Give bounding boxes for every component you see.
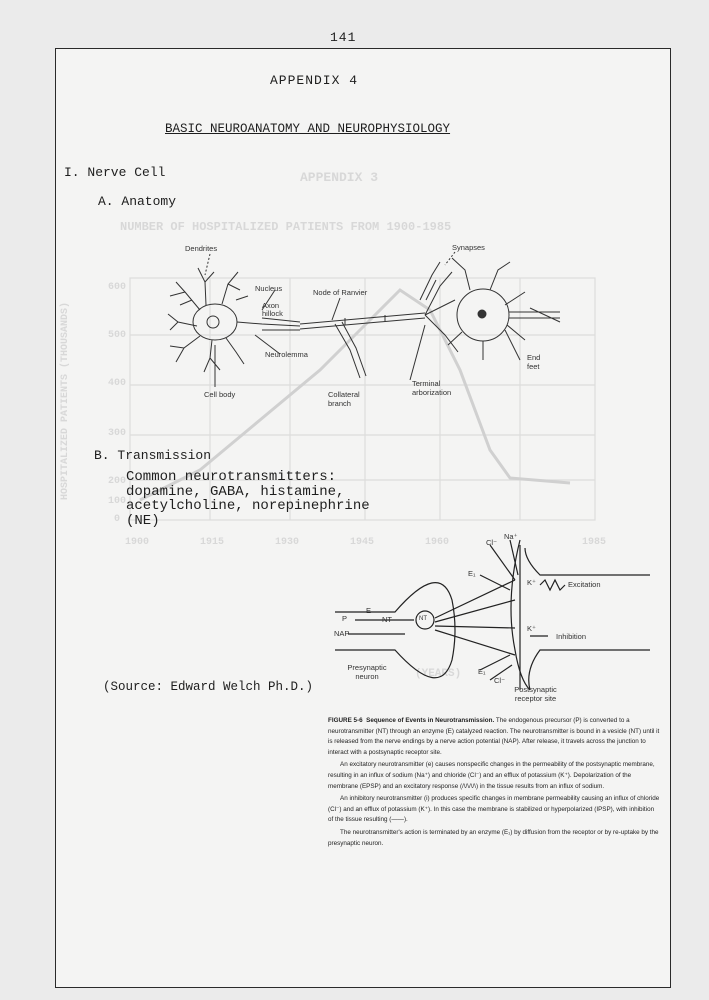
source-note: (Source: Edward Welch Ph.D.)	[103, 680, 314, 694]
ghost-x-tick: 1945	[350, 537, 375, 548]
label-potassium-inhibition: K⁺	[527, 624, 536, 633]
label-cell-body: Cell body	[204, 390, 236, 399]
label-inhibition: Inhibition	[556, 632, 587, 641]
label-neurolemma: Neurolemma	[265, 350, 308, 359]
label-nt-vesicle: NT	[419, 616, 427, 622]
label-e1-top: E₁	[468, 569, 476, 578]
caption-figure-label: FIGURE 5-6	[328, 717, 363, 724]
label-potassium-excitation: K⁺	[527, 578, 536, 587]
ghost-y-tick: 0	[114, 514, 121, 525]
label-synapses: Synapses	[452, 243, 485, 252]
neurotransmitter-names: dopamine, GABA, histamine, acetylcholine, norepinephrine (NE)	[126, 483, 370, 529]
caption-text-2: An excitatory neurotransmitter (e) causes nonspecific changes in the permeability of the postsynaptic membrane, resulting in an influx of sodium (Na⁺) and chloride (Cl⁻) and an efflux of potassium (K⁺). Depolarization of the membrane (EPSP) and an excitatory response (/\/\/\/\) in the tissue results from an influx of sodium.	[328, 761, 655, 790]
caption-figure-title: Sequence of Events in Neurotransmission.	[366, 717, 495, 724]
figure-caption	[328, 716, 660, 849]
ghost-subtitle: NUMBER OF HOSPITALIZED PATIENTS FROM 1900-1985	[120, 220, 452, 234]
caption-text-4: The neurotransmitter's action is terminated by an enzyme (E₁) by diffusion from the receptor or by re-uptake by the presynaptic neuron.	[328, 828, 659, 847]
label-end-feet: End feet	[527, 353, 541, 371]
ghost-x-label: (YEARS)	[415, 668, 462, 680]
label-chloride-top: Cl⁻	[486, 538, 498, 547]
ghost-y-tick: 500	[108, 330, 127, 341]
label-node-of-ranvier: Node of Ranvier	[313, 288, 368, 297]
label-enzyme: E	[366, 606, 372, 615]
ghost-title: APPENDIX 3	[300, 170, 379, 185]
label-dendrites: Dendrites	[185, 244, 218, 253]
ghost-x-tick: 1960	[425, 537, 450, 548]
label-sodium: Na⁺	[504, 532, 518, 541]
caption-text-1: The endogenous precursor (P) is converted to a neurotransmitter (NT) through an enzyme (E) catalyzed reaction. The neurotransmitter is bound in a vesicle (NT) until it is released from the nerve endings by a nerve action potential (NAP). After release, it travels across the junction to interact with a postsynaptic receptor site.	[328, 717, 660, 756]
label-e1-bottom: E₁	[478, 667, 486, 676]
ghost-y-tick: 200	[108, 476, 127, 487]
ghost-x-tick: 1985	[582, 537, 607, 548]
page-number: 141	[330, 30, 357, 45]
caption-text-3: An inhibitory neurotransmitter (i) produces specific changes in membrane permeability causing an influx of chloride (Cl⁻) and an efflux of potassium (K⁺). In this case the membrane is stabilized or hyperpolarized (IPSP), with inhibition of the tissue resulting (——).	[328, 795, 660, 824]
label-axon-hillock: Axon hillock	[262, 301, 283, 318]
subsection-heading-anatomy: A. Anatomy	[98, 194, 177, 209]
label-precursor: P	[342, 614, 348, 623]
ghost-x-tick: 1930	[275, 537, 300, 548]
label-nt: NT	[382, 615, 392, 624]
ghost-y-tick: 300	[108, 428, 127, 439]
ghost-x-tick: 1915	[200, 537, 225, 548]
ghost-y-tick: 100	[108, 496, 127, 507]
label-nap: NAP	[334, 629, 350, 638]
subtitle: BASIC NEUROANATOMY AND NEUROPHYSIOLOGY	[165, 122, 451, 136]
label-postsynaptic-site: Postsynaptic receptor site	[514, 685, 557, 703]
ghost-y-tick: 600	[108, 282, 127, 293]
label-chloride-bottom: Cl⁻	[494, 676, 506, 685]
label-presynaptic-neuron: Presynaptic neuron	[347, 663, 387, 681]
label-collateral-branch: Collateral branch	[328, 390, 360, 408]
caption-paragraph	[328, 716, 660, 758]
ghost-y-tick: 400	[108, 378, 127, 389]
ghost-y-axis-label: HOSPITALIZED PATIENTS (THOUSANDS)	[60, 301, 71, 500]
label-nucleus: Nucleus	[255, 284, 283, 293]
ghost-x-tick: 1900	[125, 537, 150, 548]
subsection-heading-transmission: B. Transmission	[94, 448, 212, 463]
appendix-title: APPENDIX 4	[270, 73, 359, 88]
label-terminal-arborization: Terminal arborization	[412, 379, 452, 397]
label-excitation: Excitation	[568, 580, 601, 589]
neurotransmitter-heading: Common neurotransmitters:	[126, 469, 337, 485]
section-heading: I. Nerve Cell	[64, 165, 166, 180]
